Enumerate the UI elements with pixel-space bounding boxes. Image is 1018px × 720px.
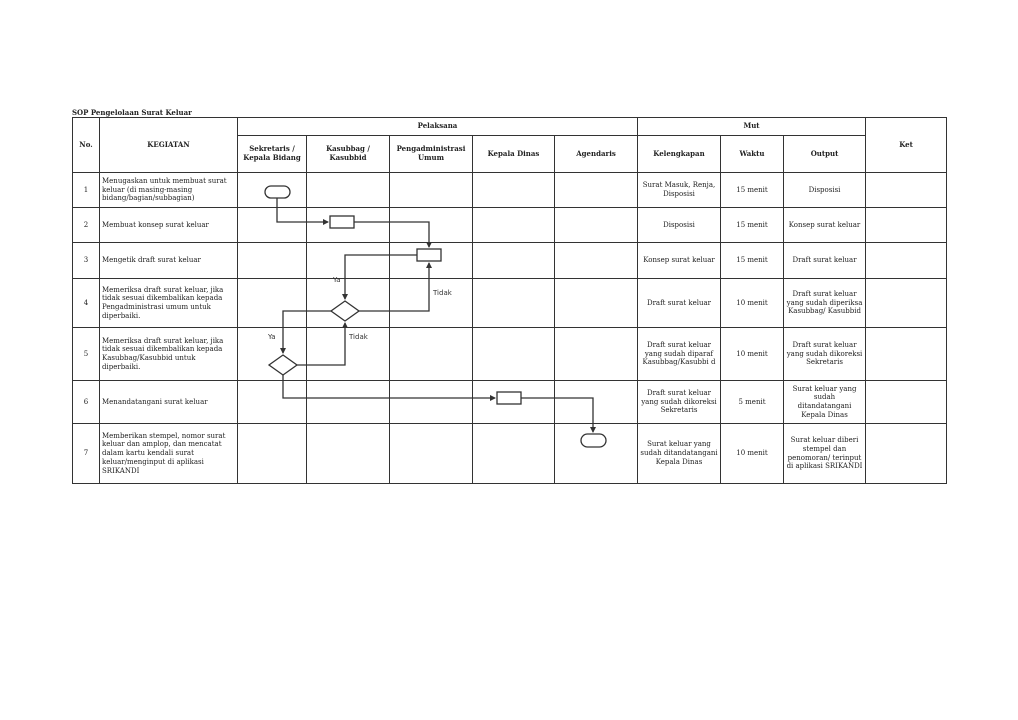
- header-pengadministrasi: Pengadministrasi Umum: [390, 136, 473, 173]
- label-ya-2: Ya: [268, 333, 276, 341]
- row-kelengkapan: Draft surat keluar yang sudah diparaf Kasubbag/Kasubbi d: [638, 328, 721, 381]
- row-output: Surat keluar yang sudah ditandatangani Kepala Dinas: [784, 381, 866, 424]
- document-title: SOP Pengelolaan Surat Keluar: [72, 108, 192, 117]
- header-mutu: Mut: [638, 118, 866, 136]
- row-kegiatan: Membuat konsep surat keluar: [100, 208, 238, 243]
- label-ya-1: Ya: [333, 276, 341, 284]
- row-waktu: 15 menit: [721, 208, 784, 243]
- row-kegiatan: Menandatangani surat keluar: [100, 381, 238, 424]
- row-waktu: 15 menit: [721, 173, 784, 208]
- table-row: [73, 424, 947, 484]
- table-row: [73, 279, 947, 328]
- header-waktu: Waktu: [721, 136, 784, 173]
- row-kegiatan: Memberikan stempel, nomor surat keluar dan amplop, dan mencatat dalam kartu kendali surat keluar/menginput di aplikasi SRIKANDI: [100, 424, 238, 484]
- row-no: 2: [73, 208, 100, 243]
- row-no: 3: [73, 243, 100, 279]
- header-output: Output: [784, 136, 866, 173]
- row-no: 7: [73, 424, 100, 484]
- row-kelengkapan: Konsep surat keluar: [638, 243, 721, 279]
- header-kegiatan: KEGIATAN: [100, 118, 238, 173]
- row-output: Draft surat keluar: [784, 243, 866, 279]
- header-kepala-dinas: Kepala Dinas: [473, 136, 555, 173]
- row-waktu: 5 menit: [721, 381, 784, 424]
- table-row: [73, 243, 947, 279]
- row-kelengkapan: Draft surat keluar yang sudah dikoreksi Sekretaris: [638, 381, 721, 424]
- label-tidak-1: Tidak: [433, 289, 452, 297]
- row-kelengkapan: Disposisi: [638, 208, 721, 243]
- row-kegiatan: Memeriksa draft surat keluar, jika tidak sesuai dikembalikan kepada Pengadministrasi umum untuk diperbaiki.: [100, 279, 238, 328]
- row-output: Surat keluar diberi stempel dan penomoran/ terinput di aplikasi SRIKANDI: [784, 424, 866, 484]
- row-no: 1: [73, 173, 100, 208]
- row-waktu: 15 menit: [721, 243, 784, 279]
- row-output: Konsep surat keluar: [784, 208, 866, 243]
- row-kegiatan: Menugaskan untuk membuat surat keluar (di masing-masing bidang/bagian/subbagian): [100, 173, 238, 208]
- row-no: 6: [73, 381, 100, 424]
- header-ket: Ket: [866, 118, 947, 173]
- row-waktu: 10 menit: [721, 279, 784, 328]
- header-sekretaris: Sekretaris / Kepala Bidang: [238, 136, 307, 173]
- header-agendaris: Agendaris: [555, 136, 638, 173]
- header-kelengkapan: Kelengkapan: [638, 136, 721, 173]
- row-kelengkapan: Surat Masuk, Renja, Disposisi: [638, 173, 721, 208]
- row-waktu: 10 menit: [721, 328, 784, 381]
- table-row: [73, 381, 947, 424]
- header-pelaksana: Pelaksana: [238, 118, 638, 136]
- row-output: Draft surat keluar yang sudah diperiksa Kasubbag/ Kasubbid: [784, 279, 866, 328]
- label-tidak-2: Tidak: [349, 333, 368, 341]
- sop-table: [72, 117, 947, 484]
- row-output: Draft surat keluar yang sudah dikoreksi Sekretaris: [784, 328, 866, 381]
- row-no: 5: [73, 328, 100, 381]
- header-kasubbag: Kasubbag / Kasubbid: [307, 136, 390, 173]
- header-no: No.: [73, 118, 100, 173]
- table-row: [73, 328, 947, 381]
- table-row: [73, 208, 947, 243]
- row-output: Disposisi: [784, 173, 866, 208]
- row-kelengkapan: Surat keluar yang sudah ditandatangani Kepala Dinas: [638, 424, 721, 484]
- row-waktu: 10 menit: [721, 424, 784, 484]
- row-kelengkapan: Draft surat keluar: [638, 279, 721, 328]
- row-kegiatan: Memeriksa draft surat keluar, jika tidak sesuai dikembalikan kepada Kasubbag/Kasubbid untuk diperbaiki.: [100, 328, 238, 381]
- row-kegiatan: Mengetik draft surat keluar: [100, 243, 238, 279]
- table-row: [73, 173, 947, 208]
- row-no: 4: [73, 279, 100, 328]
